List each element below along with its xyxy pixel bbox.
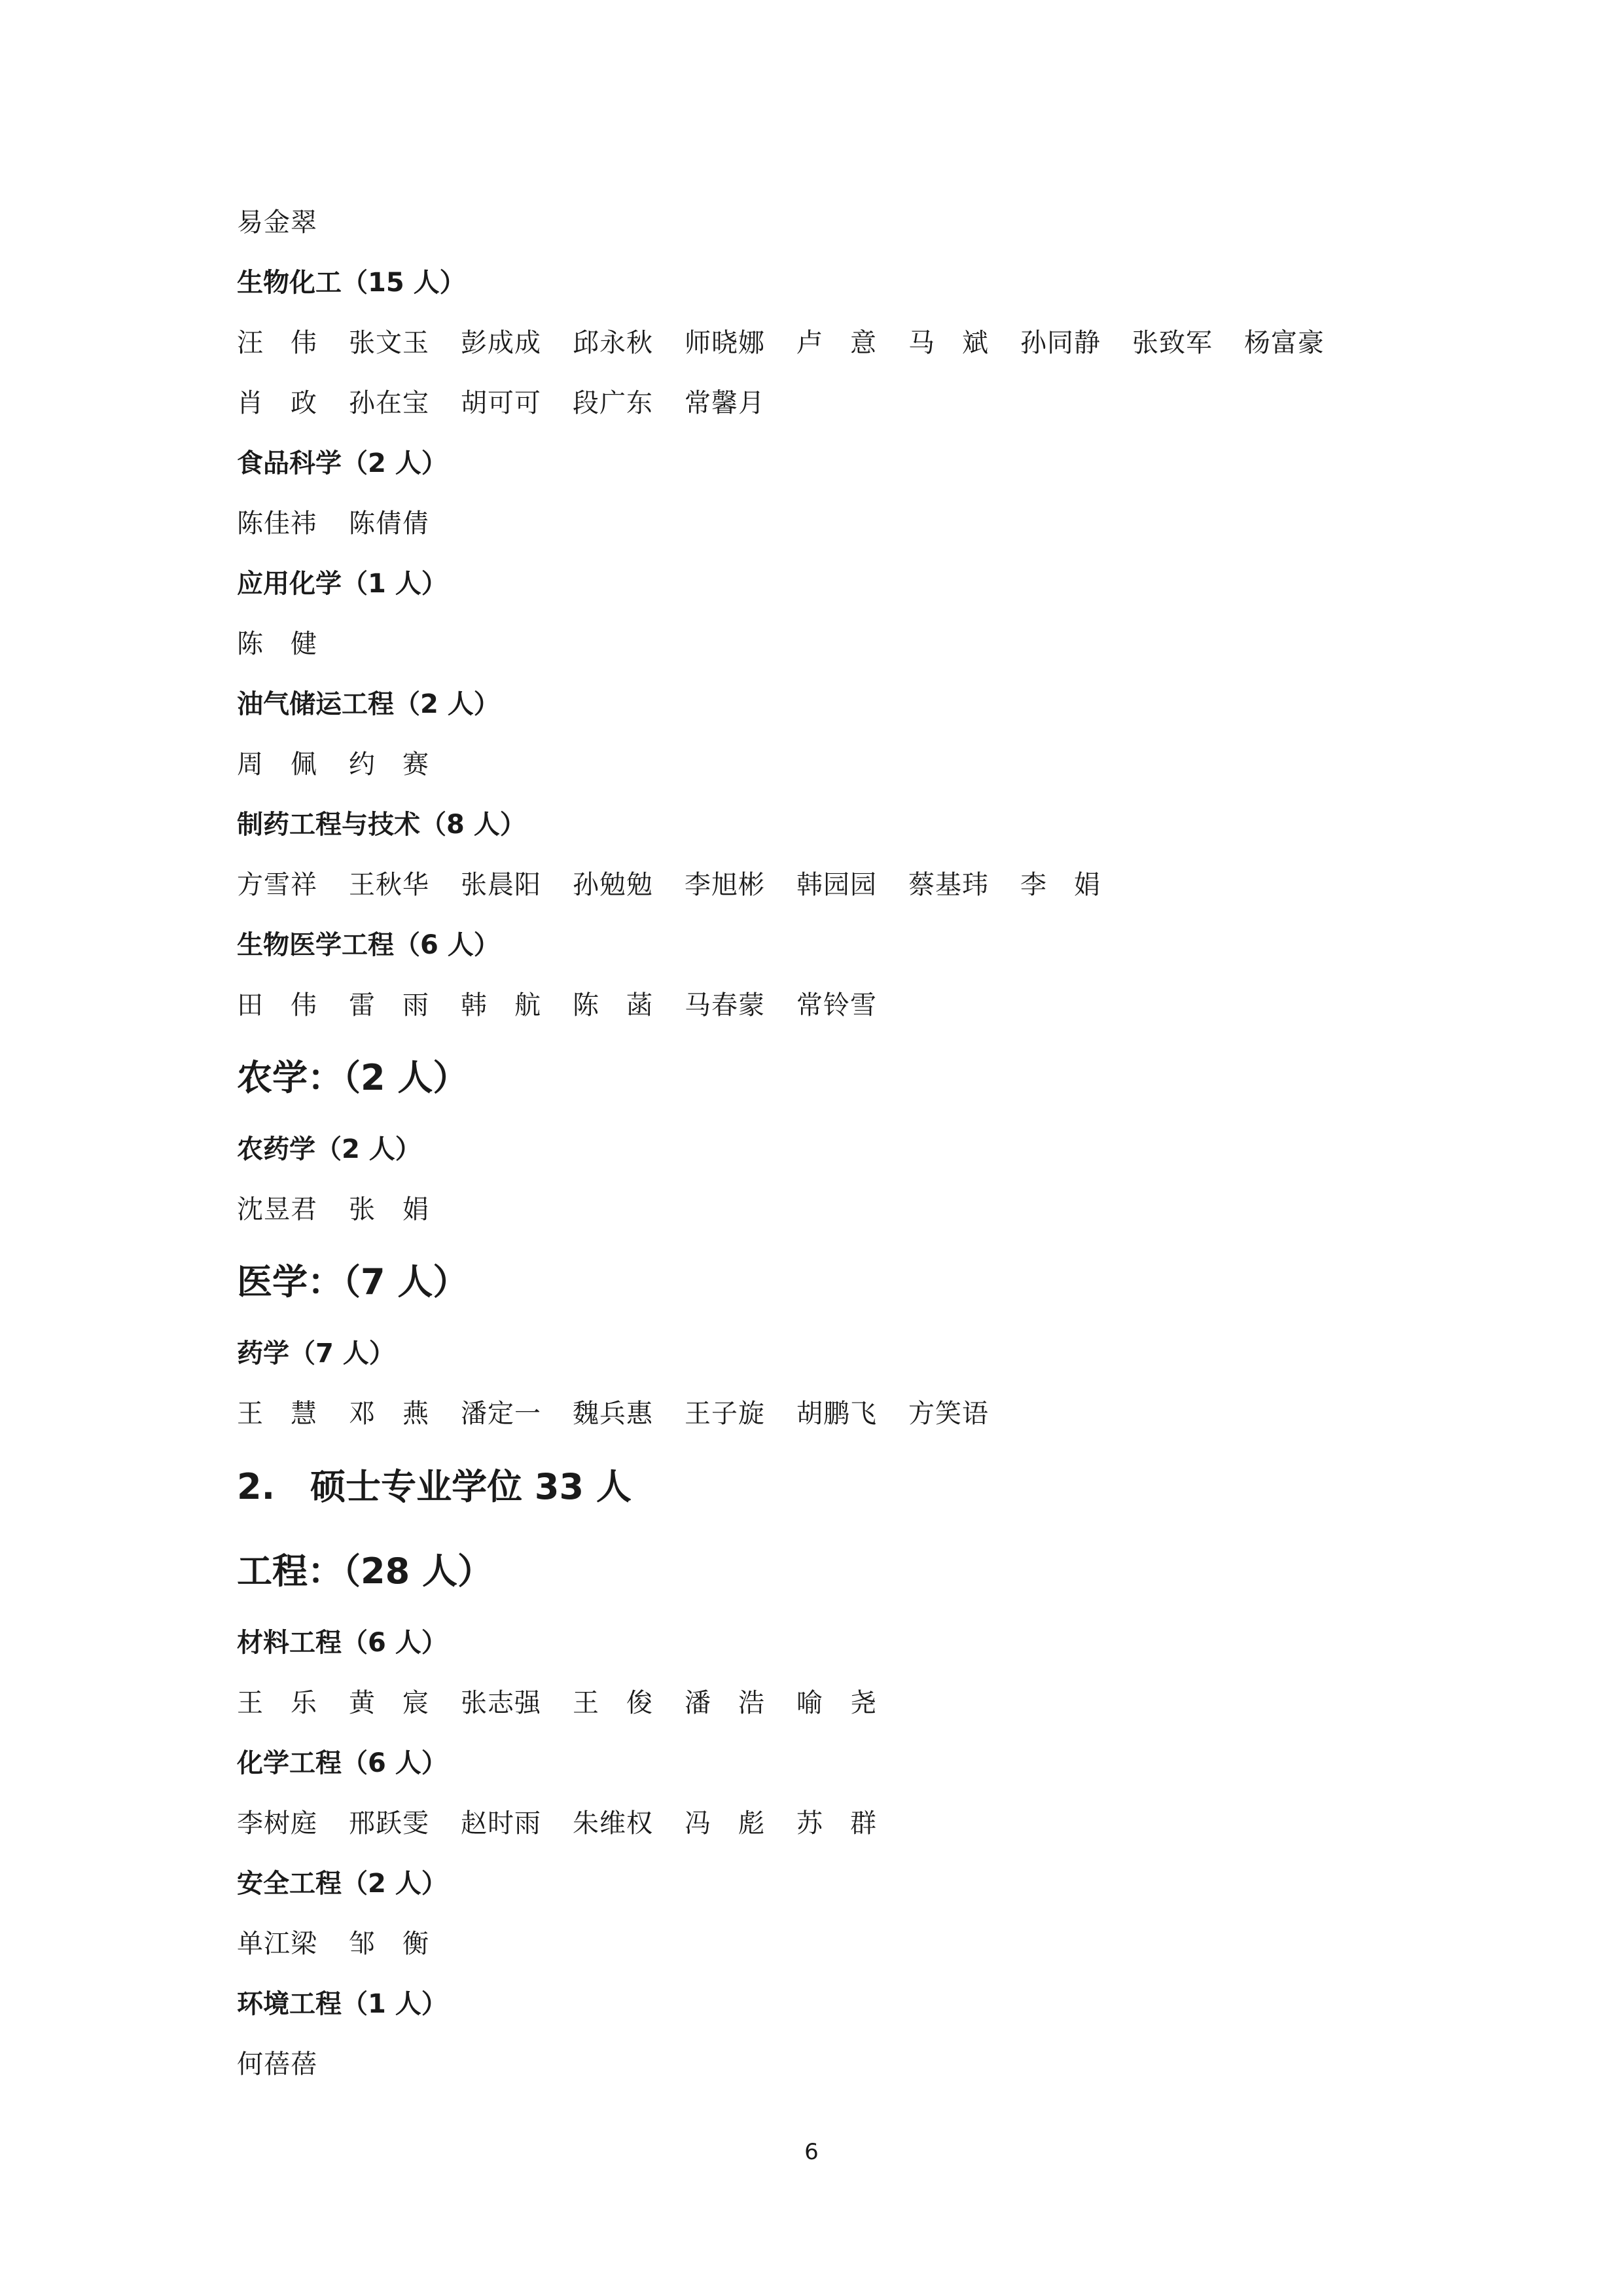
name-row — [237, 973, 1480, 1033]
student-name: 常铃雪 — [796, 990, 877, 1020]
student-name: 冯 彪 — [685, 1808, 765, 1839]
major-heading: 化学工程（6 人） — [237, 1748, 448, 1778]
student-name: 朱维权 — [573, 1808, 653, 1839]
student-name: 孙勉勉 — [573, 869, 653, 900]
major-heading: 制药工程与技术（8 人） — [237, 809, 526, 840]
major-heading: 药学（7 人） — [237, 1338, 395, 1369]
student-name: 胡鹏飞 — [796, 1398, 877, 1429]
student-name: 邹 衡 — [349, 1928, 429, 1959]
student-name: 魏兵惠 — [573, 1398, 653, 1429]
student-name: 赵时雨 — [461, 1808, 541, 1839]
student-name: 潘 浩 — [685, 1687, 765, 1718]
student-name: 沈昱君 — [237, 1194, 317, 1225]
student-name: 邢跃雯 — [349, 1808, 429, 1839]
major-heading: 食品科学（2 人） — [237, 448, 448, 478]
student-name: 汪 伟 — [237, 327, 317, 358]
continued-name-row — [237, 190, 1480, 250]
graduate-list — [237, 190, 1480, 2092]
major-heading: 安全工程（2 人） — [237, 1868, 448, 1899]
student-name: 张文玉 — [349, 327, 429, 358]
student-name: 段广东 — [573, 387, 653, 418]
student-name: 陈 菡 — [573, 990, 653, 1020]
major-heading: 环境工程（1 人） — [237, 1988, 448, 2019]
name-row — [237, 370, 1480, 431]
student-name: 雷 雨 — [349, 990, 429, 1020]
degree-section-heading: 2. 硕士专业学位 33 人 — [237, 1465, 632, 1507]
student-name: 卢 意 — [796, 327, 877, 358]
student-name: 李旭彬 — [685, 869, 765, 900]
student-name: 约 赛 — [349, 749, 429, 780]
name-row — [237, 491, 1480, 551]
student-name: 何蓓蓓 — [237, 2049, 317, 2079]
student-name: 李树庭 — [237, 1808, 317, 1839]
major-heading: 材料工程（6 人） — [237, 1627, 448, 1658]
student-name: 陈倩倩 — [349, 508, 429, 539]
student-name: 黄 宸 — [349, 1687, 429, 1718]
student-name: 邱永秋 — [573, 327, 653, 358]
student-name: 杨富豪 — [1244, 327, 1325, 358]
student-name: 张志强 — [461, 1687, 541, 1718]
major-heading: 生物医学工程（6 人） — [237, 929, 500, 960]
student-name: 李 娟 — [1020, 869, 1101, 900]
student-name: 王子旋 — [685, 1398, 765, 1429]
student-name: 张晨阳 — [461, 869, 541, 900]
student-name: 韩 航 — [461, 990, 541, 1020]
discipline-heading: 医学：（7 人） — [237, 1261, 469, 1302]
student-name: 单江梁 — [237, 1928, 317, 1959]
student-name: 王秋华 — [349, 869, 429, 900]
student-name: 田 伟 — [237, 990, 317, 1020]
student-name: 苏 群 — [796, 1808, 877, 1839]
student-name: 常馨月 — [685, 387, 765, 418]
discipline-heading: 工程：（28 人） — [237, 1550, 493, 1592]
student-name: 邓 燕 — [349, 1398, 429, 1429]
name-row — [237, 611, 1480, 672]
name-row — [237, 310, 1480, 370]
name-row — [237, 1791, 1480, 1851]
student-name: 孙同静 — [1020, 327, 1101, 358]
student-name: 蔡基玮 — [908, 869, 989, 900]
student-name: 方笑语 — [908, 1398, 989, 1429]
discipline-heading: 农学：（2 人） — [237, 1056, 469, 1098]
page-number: 6 — [804, 2139, 819, 2165]
student-name: 王 俊 — [573, 1687, 653, 1718]
name-row — [237, 852, 1480, 912]
name-row — [237, 1911, 1480, 1971]
student-name: 彭成成 — [461, 327, 541, 358]
student-name: 喻 尧 — [796, 1687, 877, 1718]
major-heading: 应用化学（1 人） — [237, 568, 448, 599]
name-row — [237, 1177, 1480, 1237]
major-heading: 农药学（2 人） — [237, 1134, 421, 1164]
student-name: 王 乐 — [237, 1687, 317, 1718]
student-name: 肖 政 — [237, 387, 317, 418]
name-row — [237, 1381, 1480, 1441]
student-name: 张 娟 — [349, 1194, 429, 1225]
name-row — [237, 732, 1480, 792]
student-name: 周 佩 — [237, 749, 317, 780]
name-row — [237, 1670, 1480, 1731]
student-name: 韩园园 — [796, 869, 877, 900]
name-row — [237, 2032, 1480, 2092]
student-name: 张致军 — [1132, 327, 1213, 358]
student-name: 马春蒙 — [685, 990, 765, 1020]
student-name: 师晓娜 — [685, 327, 765, 358]
major-heading: 油气储运工程（2 人） — [237, 689, 500, 719]
student-name: 陈 健 — [237, 628, 317, 659]
student-name: 潘定一 — [461, 1398, 541, 1429]
student-name: 王 慧 — [237, 1398, 317, 1429]
student-name: 孙在宝 — [349, 387, 429, 418]
student-name: 易金翠 — [237, 207, 317, 238]
student-name: 陈佳祎 — [237, 508, 317, 539]
student-name: 胡可可 — [461, 387, 541, 418]
student-name: 马 斌 — [908, 327, 989, 358]
major-heading: 生物化工（15 人） — [237, 267, 466, 298]
student-name: 方雪祥 — [237, 869, 317, 900]
